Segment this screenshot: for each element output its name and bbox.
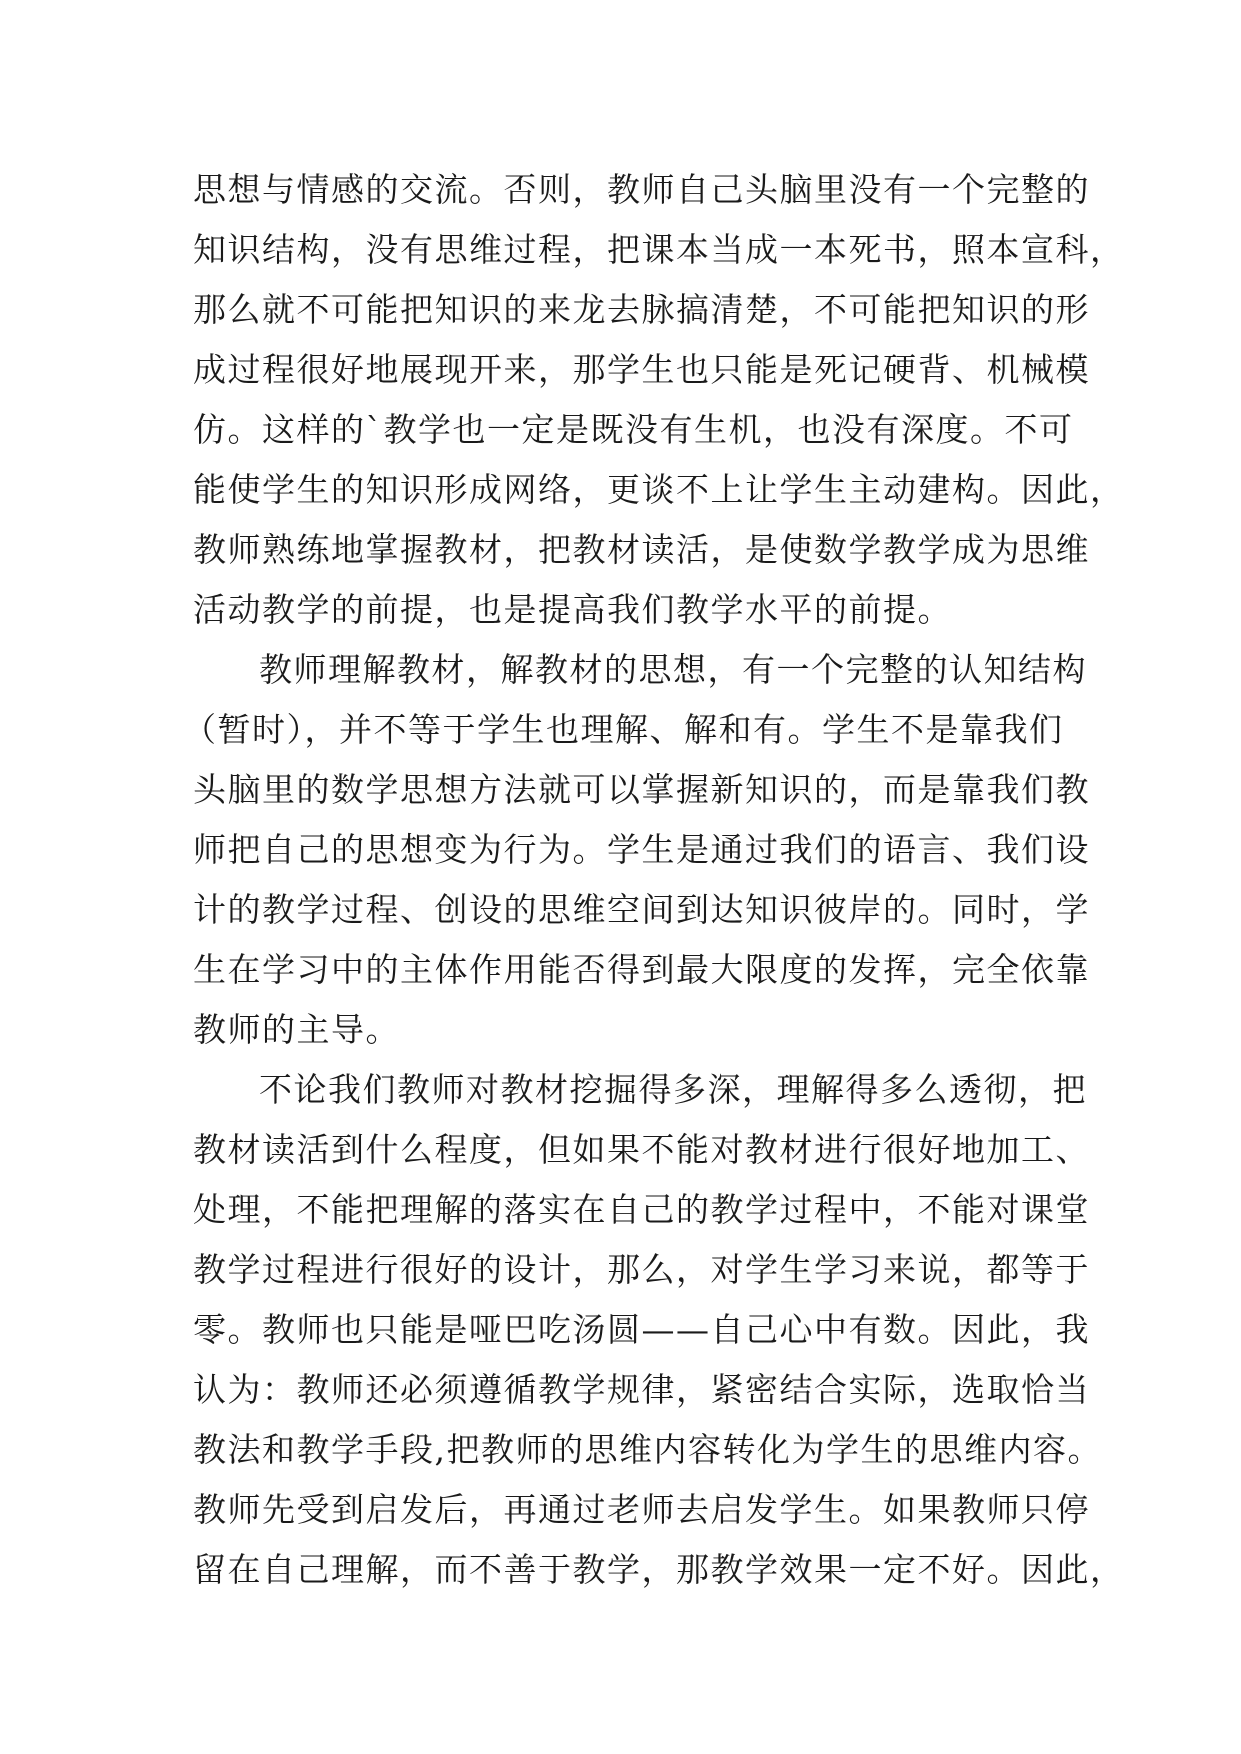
text-line: 教师先受到启发后，再通过老师去启发学生。如果教师只停 [193, 1490, 1090, 1529]
text-line: 能使学生的知识形成网络，更谈不上让学生主动建构。因此， [193, 470, 1125, 509]
text-line: 教法和教学手段,把教师的思维内容转化为学生的思维内容。 [193, 1430, 1102, 1469]
text-line: 那么就不可能把知识的来龙去脉搞清楚，不可能把知识的形 [193, 290, 1090, 329]
text-line: 教学过程进行很好的设计，那么，对学生学习来说，都等于 [193, 1250, 1090, 1289]
text-line: 零。教师也只能是哑巴吃汤圆——自己心中有数。因此，我 [193, 1310, 1090, 1349]
paragraph-first-line: 不论我们教师对教材挖掘得多深，理解得多么透彻，把 [259, 1070, 1087, 1109]
text-line: （暂时），并不等于学生也理解、解和有。学生不是靠我们 [183, 710, 1064, 749]
text-line: 教师熟练地掌握教材，把教材读活，是使数学教学成为思维 [193, 530, 1090, 569]
text-line: 认为：教师还必须遵循教学规律，紧密结合实际，选取恰当 [193, 1370, 1090, 1409]
text-line: 头脑里的数学思想方法就可以掌握新知识的，而是靠我们教 [193, 770, 1090, 809]
body-text [183, 160, 1125, 1600]
text-line: 师把自己的思想变为行为。学生是通过我们的语言、我们设 [193, 830, 1090, 869]
text-line: 生在学习中的主体作用能否得到最大限度的发挥，完全依靠 [193, 950, 1090, 989]
text-line: 处理，不能把理解的落实在自己的教学过程中，不能对课堂 [193, 1190, 1090, 1229]
text-line: 知识结构，没有思维过程，把课本当成一本死书，照本宣科， [193, 230, 1125, 269]
text-line: 仿。这样的`教学也一定是既没有生机，也没有深度。不可 [193, 410, 1074, 449]
text-line: 教师的主导。 [193, 1010, 400, 1049]
text-line: 成过程很好地展现开来，那学生也只能是死记硬背、机械模 [193, 350, 1090, 389]
text-line: 思想与情感的交流。否则，教师自己头脑里没有一个完整的 [193, 170, 1090, 209]
paragraph-first-line: 教师理解教材，解教材的思想，有一个完整的认知结构 [259, 650, 1087, 689]
text-line: 计的教学过程、创设的思维空间到达知识彼岸的。同时，学 [193, 890, 1090, 929]
text-line: 留在自己理解，而不善于教学，那教学效果一定不好。因此， [193, 1550, 1125, 1589]
text-line: 活动教学的前提，也是提高我们教学水平的前提。 [193, 590, 952, 629]
text-line: 教材读活到什么程度，但如果不能对教材进行很好地加工、 [193, 1130, 1090, 1169]
